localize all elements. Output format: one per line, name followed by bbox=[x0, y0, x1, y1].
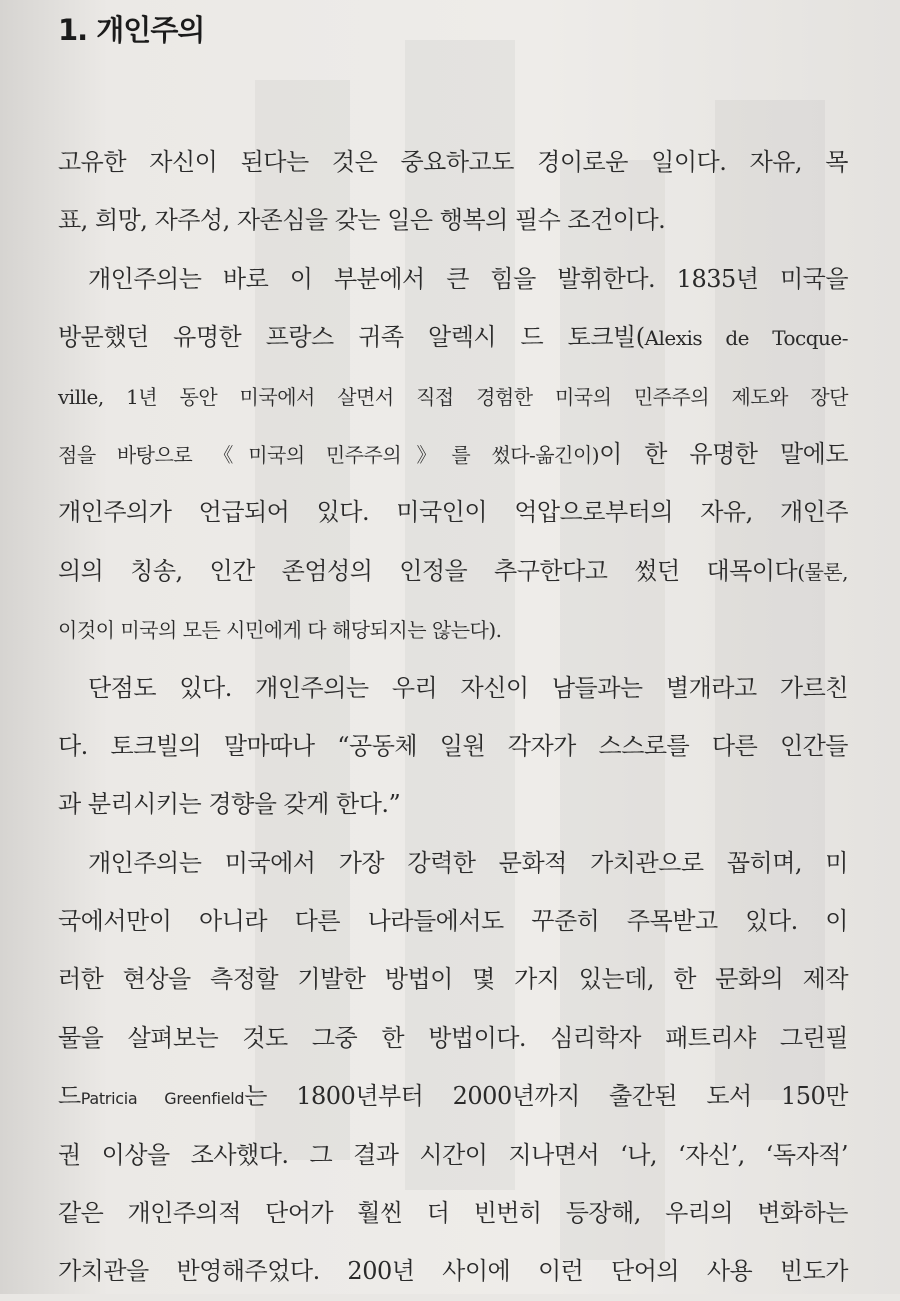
translator-note: ville, 1년 동안 미국에서 살면서 직접 경험한 미국의 민주주의 제도와 장단 bbox=[58, 384, 848, 409]
text-line bbox=[58, 483, 848, 541]
text-run: 권 이상을 조사했다. 그 결과 시간이 지나면서 ‘나, ‘자신’, ‘독자적’ bbox=[58, 1140, 848, 1169]
text-run: 물을 살펴보는 것도 그중 한 방법이다. 심리학자 패트리샤 그린필 bbox=[58, 1023, 848, 1052]
text-run: 같은 개인주의적 단어가 훨씬 더 빈번히 등장해, 우리의 변화하는 bbox=[58, 1199, 848, 1228]
text-line bbox=[58, 367, 848, 425]
text-line bbox=[58, 1242, 848, 1300]
text-run: 개인주의는 바로 이 부분에서 큰 힘을 발휘한다. 1835년 미국을 bbox=[88, 264, 848, 293]
text-run: 는 1800년부터 2000년까지 출간된 도서 150만 bbox=[244, 1082, 848, 1111]
body-text bbox=[58, 133, 848, 1301]
name-annotation: Patricia Greenfield bbox=[80, 1089, 245, 1109]
text-line bbox=[58, 950, 848, 1008]
text-run: 드 bbox=[58, 1082, 81, 1111]
text-line bbox=[58, 250, 848, 308]
text-run: 가치관을 반영해주었다. 200년 사이에 이런 단어의 사용 빈도가 bbox=[58, 1257, 848, 1286]
text-line bbox=[58, 308, 848, 366]
translator-note: 점을 바탕으로 《미국의 민주주의》를 썼다-옮긴이) bbox=[58, 442, 600, 467]
text-run: 단점도 있다. 개인주의는 우리 자신이 남들과는 별개라고 가르친 bbox=[88, 673, 848, 702]
text-line bbox=[58, 717, 848, 775]
text-line bbox=[58, 892, 848, 950]
text-line bbox=[58, 542, 848, 600]
text-run: 개인주의는 미국에서 가장 강력한 문화적 가치관으로 꼽히며, 미 bbox=[88, 848, 848, 877]
text-run: 개인주의가 언급되어 있다. 미국인이 억압으로부터의 자유, 개인주 bbox=[58, 498, 848, 527]
aside-note: (물론, bbox=[797, 559, 848, 584]
text-run: 과 분리시키는 경향을 갖게 한다.” bbox=[58, 790, 401, 819]
text-line bbox=[58, 191, 848, 249]
text-run: 이 한 유명한 말에도 bbox=[599, 439, 849, 468]
text-line bbox=[58, 775, 848, 833]
text-line bbox=[58, 1184, 848, 1242]
text-line bbox=[58, 1126, 848, 1184]
aside-note: 이것이 미국의 모든 시민에게 다 해당되지는 않는다). bbox=[58, 618, 502, 643]
translator-note: Alexis de Tocque- bbox=[644, 326, 848, 351]
text-line bbox=[58, 133, 848, 191]
text-run: 의의 칭송, 인간 존엄성의 인정을 추구한다고 썼던 대목이다 bbox=[58, 556, 798, 585]
section-heading: 1. 개인주의 bbox=[58, 13, 205, 47]
text-line bbox=[58, 1067, 848, 1125]
text-run: 방문했던 유명한 프랑스 귀족 알렉시 드 토크빌( bbox=[58, 323, 645, 352]
text-line bbox=[58, 425, 848, 483]
text-run: 국에서만이 아니라 다른 나라들에서도 꾸준히 주목받고 있다. 이 bbox=[58, 907, 848, 936]
text-run: 고유한 자신이 된다는 것은 중요하고도 경이로운 일이다. 자유, 목 bbox=[58, 148, 848, 176]
text-line bbox=[58, 1009, 848, 1067]
text-line bbox=[58, 659, 848, 717]
text-run: 러한 현상을 측정할 기발한 방법이 몇 가지 있는데, 한 문화의 제작 bbox=[58, 965, 848, 994]
text-run: 표, 희망, 자주성, 자존심을 갖는 일은 행복의 필수 조건이다. bbox=[58, 206, 666, 235]
text-run: 다. 토크빌의 말마따나 “공동체 일원 각자가 스스로를 다른 인간들 bbox=[58, 731, 848, 760]
text-line bbox=[58, 834, 848, 892]
text-line bbox=[58, 600, 848, 658]
